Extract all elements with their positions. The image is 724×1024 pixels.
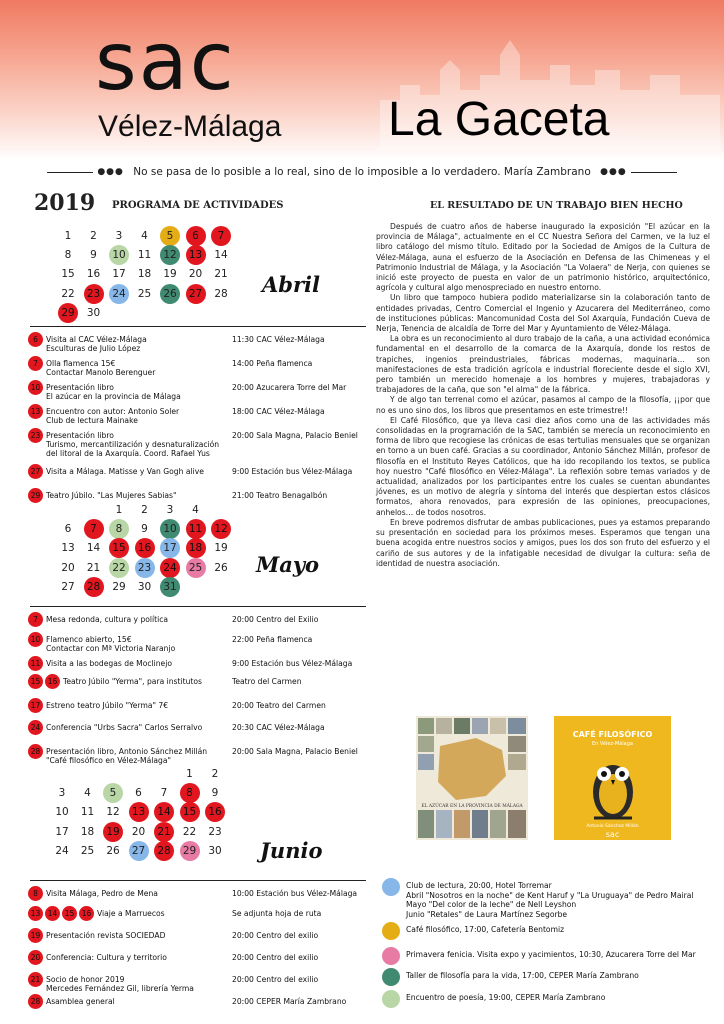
calendar-day: 4: [84, 787, 91, 800]
event-place: Teatro del Carmen: [232, 677, 302, 686]
calendar-day: 21: [154, 822, 174, 842]
event-date-badge: 29: [28, 488, 43, 503]
calendar-day: 18: [137, 268, 152, 281]
event-date-badge: 10: [28, 380, 43, 395]
event-title: Olla flamenca 15€ Contactar Manolo Berenguer: [46, 359, 156, 377]
calendar-day: 11: [137, 249, 152, 262]
calendar-day: 30: [208, 844, 222, 857]
event-title: Presentación libro El azúcar en la provincia de Málaga: [46, 383, 181, 401]
event-place: 20:00 CEPER María Zambrano: [232, 997, 347, 1006]
calendar-day: 1: [115, 504, 123, 516]
calendar-day: 4: [192, 504, 199, 516]
divider-line: [30, 606, 366, 607]
calendar-day: 17: [160, 538, 180, 558]
calendar-day: 12: [160, 245, 180, 265]
calendar-day: 18: [186, 538, 206, 558]
book-cover-cafe-filosofico: [554, 716, 671, 840]
calendar-day: 19: [163, 268, 177, 281]
event-title: Visita al CAC Vélez-Málaga Esculturas de Julio López: [46, 335, 147, 353]
calendar-day: 27: [129, 841, 149, 861]
event-place: 20:00 Teatro del Carmen: [232, 701, 326, 710]
dots-icon: ●●●: [600, 167, 627, 177]
calendar-day: 17: [112, 268, 126, 281]
event-title: Encuentro con autor: Antonio Soler Club de lectura Mainake: [46, 407, 180, 425]
motto: [0, 166, 724, 178]
calendar-day: 25: [80, 844, 95, 857]
calendar-day: 8: [109, 519, 129, 539]
calendar-day: 24: [55, 844, 69, 857]
calendar-day: 24: [109, 284, 129, 304]
year-heading: 2019: [34, 190, 96, 216]
event-title: Presentación libro, Antonio Sánchez Millán "Café filosófico en Vélez-Málaga": [46, 747, 208, 765]
calendar-day: 31: [160, 577, 180, 597]
month-label-mayo: Mayo: [256, 552, 320, 577]
event-date-badge: 10: [28, 632, 43, 647]
calendar-day: 27: [61, 580, 75, 593]
calendar-day: 21: [214, 268, 228, 281]
divider-line: [30, 880, 366, 881]
calendar-day: 12: [211, 519, 231, 539]
calendar-day: 29: [180, 841, 200, 861]
calendar-day: 26: [214, 561, 228, 574]
article-title: EL RESULTADO DE UN TRABAJO BIEN HECHO: [430, 200, 683, 211]
calendar-day: 27: [186, 284, 206, 304]
event-title: Teatro Júbilo "Yerma", para institutos: [63, 677, 202, 686]
calendar-day: 8: [64, 249, 72, 262]
calendar-day: 13: [129, 802, 149, 822]
calendar-day: 22: [61, 287, 75, 300]
divider-line: [47, 172, 93, 173]
event-date-badge: 19: [28, 928, 43, 943]
event-place: 14:00 Peña flamenca: [232, 359, 313, 368]
calendar-day: 14: [154, 802, 174, 822]
event-date-badge: 15: [62, 906, 77, 921]
legend-text: Encuentro de poesía, 19:00, CEPER María Zambrano: [406, 993, 606, 1002]
book1-caption: EL AZÚCAR EN LA PROVINCIA DE MÁLAGA: [421, 804, 523, 809]
calendar-day: 15: [180, 802, 200, 822]
calendar-day: 3: [115, 230, 123, 242]
legend-color-dot: [382, 878, 400, 896]
event-place: 20:00 Centro del exilio: [232, 953, 319, 962]
calendar-day: 9: [141, 523, 148, 536]
calendar-day: 19: [103, 822, 123, 842]
city-name: Vélez-Málaga: [98, 110, 282, 143]
event-date-badge: 28: [28, 994, 43, 1009]
event-date-badge: 17: [28, 698, 43, 713]
month-label-abril: Abril: [262, 272, 320, 297]
calendar-day: 16: [135, 538, 155, 558]
event-title: Teatro Júbilo. "Las Mujeres Sabias": [46, 491, 177, 500]
calendar-day: 6: [64, 523, 72, 536]
article-paragraph: Y de algo tan terrenal como el azúcar, pasamos al campo de la filosofía, ¡¡por que no es uno sino dos, los libros que presentamos en este trimestre!!: [376, 395, 710, 415]
event-date-badge: 6: [28, 332, 43, 347]
event-date-badge: 7: [28, 356, 43, 371]
book2-subtitle: En Vélez-Málaga: [592, 741, 633, 747]
legend-text: Taller de filosofía para la vida, 17:00, CEPER María Zambrano: [406, 971, 639, 980]
calendar-day: 2: [90, 230, 97, 242]
event-title: Presentación libro Turismo, mercantilización y desnaturalización del litoral de la Axarquía. Coord. Rafael Yus: [46, 431, 220, 458]
legend-text: Primavera fenicia. Visita expo y yacimientos, 10:30, Azucarera Torre del Mar: [406, 950, 696, 959]
legend-color-dot: [382, 947, 400, 965]
event-title: Visita a Málaga. Matisse y Van Gogh alive: [46, 467, 204, 476]
event-date-badge: 7: [28, 612, 43, 627]
header-banner: [0, 0, 724, 160]
calendar-day: 25: [137, 287, 152, 300]
calendar-day: 20: [188, 268, 203, 281]
event-date-badge: 8: [28, 886, 43, 901]
calendar-day: 4: [141, 230, 148, 242]
calendar-day: 28: [84, 577, 104, 597]
calendar-day: 23: [84, 284, 104, 304]
calendar-day: 20: [131, 825, 146, 838]
event-date-badge: 28: [28, 744, 43, 759]
calendar-day: 20: [61, 561, 75, 574]
event-place: 22:00 Peña flamenca: [232, 635, 313, 644]
newsletter-title: La Gaceta: [388, 93, 610, 146]
book-cover-azucar: [416, 716, 528, 840]
motto-text: No se pasa de lo posible a lo real, sino de lo imposible a lo verdadero. María Zambrano: [133, 166, 591, 178]
calendar-day: 29: [58, 303, 78, 323]
event-date-badge: 21: [28, 972, 43, 987]
article-paragraph: Después de cuatro años de haberse inaugurado la exposición "El azúcar en la provincia de Málaga", actualmente en el CC Nuestra Señora del Carmen, ve la luz el libro catálogo del mismo título. Editado por la Sociedad de Amigos de la Cultura de Vélez-Málaga, auna el esfuerzo de la Asociación en Defensa de las Chimeneas y el Patrimonio Industrial de Málaga, y la Asociación "La Volaera" de Nerja, con quienes se inició este proyecto de puesta en valor de un patrimonio histórico, arquitectónico, agrícola y cultural algo menospreciado en nuestro entorno.: [376, 222, 710, 293]
article-paragraph: Un libro que tampoco hubiera podido materializarse sin la colaboración tanto de entidades privadas, Centro Comercial el Ingenio y Azucarera del Mediterráneo, como de instituciones públicas: Mancomunidad Costa del Sol Axarquía, Fundación Cueva de Nerja, Tenencia de alcaldía de Torre del Mar y Ayuntamiento de Vélez-Málaga.: [376, 293, 710, 334]
event-title: Visita Málaga, Pedro de Mena: [46, 889, 158, 898]
event-date-badge: 15: [28, 674, 43, 689]
calendar-day: 29: [112, 580, 126, 593]
calendar-day: 10: [109, 245, 129, 265]
calendar-day: 14: [86, 542, 101, 555]
event-date-badge: 27: [28, 464, 43, 479]
event-title: Flamenco abierto, 15€ Contactar con Mª Victoria Naranjo: [46, 635, 176, 653]
calendar-day: 10: [55, 806, 69, 819]
calendar-day: 5: [103, 783, 123, 803]
event-title: Socio de honor 2019 Mercedes Fernández Gil, librería Yerma: [46, 975, 194, 993]
event-place: 18:00 CAC Vélez-Málaga: [232, 407, 325, 416]
calendar-day: 19: [214, 542, 228, 555]
event-place: Se adjunta hoja de ruta: [232, 909, 322, 918]
calendar-day: 13: [61, 542, 75, 555]
calendar-day: 26: [160, 284, 180, 304]
event-place: 10:00 Estación bus Vélez-Málaga: [232, 889, 358, 898]
legend-color-dot: [382, 922, 400, 940]
event-place: 9:00 Estación bus Vélez-Málaga: [232, 659, 353, 668]
article-body: [376, 222, 710, 569]
calendar-day: 7: [84, 519, 104, 539]
divider-line: [631, 172, 677, 173]
event-date-badge: 11: [28, 656, 43, 671]
calendar-day: 13: [186, 245, 206, 265]
event-date-badge: 13: [28, 404, 43, 419]
calendar-day: 30: [86, 306, 101, 319]
calendar-day: 1: [64, 230, 72, 242]
calendar-day: 18: [80, 825, 95, 838]
event-date-badge: 24: [28, 720, 43, 735]
calendar-day: 14: [214, 249, 228, 262]
event-place: 20:30 CAC Vélez-Málaga: [232, 723, 325, 732]
calendar-day: 6: [135, 787, 142, 800]
event-title: Asamblea general: [46, 997, 115, 1006]
program-heading: PROGRAMA DE ACTIVIDADES: [112, 200, 284, 211]
book2-title: CAFÉ FILOSÓFICO: [572, 730, 653, 739]
calendar-day: 11: [80, 806, 95, 819]
calendar-day: 6: [186, 226, 206, 246]
calendar-day: 9: [90, 249, 97, 262]
calendar-day: 9: [211, 787, 219, 800]
article-paragraph: En breve podremos disfrutar de ambas publicaciones, pues ya estamos preparando su presentación en sociedad para los próximos meses. Esperamos que tengan una buena acogida entre nuestros socios y amigos, pues los dos son fruto del esfuerzo y el cariño de sus autores y de la infatigable necesidad de divulgar la cultura: seña de identidad de nuestra asociación.: [376, 517, 710, 568]
event-place: 20:00 Centro del exilio: [232, 975, 319, 984]
calendar-day: 26: [106, 844, 120, 857]
event-place: 20:00 Centro del Exilio: [232, 615, 319, 624]
calendar-day: 5: [160, 226, 180, 246]
calendar-day: 21: [86, 561, 101, 574]
calendar-day: 15: [109, 538, 129, 558]
event-date-badge: 14: [45, 906, 60, 921]
event-date-badge: 16: [45, 674, 60, 689]
book2-logo: sac: [605, 830, 620, 839]
calendar-day: 11: [186, 519, 206, 539]
event-place: 11:30 CAC Vélez-Málaga: [232, 335, 325, 344]
azucar-collage-image: [416, 716, 528, 840]
calendar-day: 2: [141, 504, 148, 516]
calendar-day: 23: [135, 558, 155, 578]
event-date-badge: 13: [28, 906, 43, 921]
event-date-badge: 20: [28, 950, 43, 965]
event-place: 20:00 Sala Magna, Palacio Beniel: [232, 747, 358, 756]
event-title: Conferencia "Urbs Sacra" Carlos Serralvo: [46, 723, 203, 732]
event-date-badge: 23: [28, 428, 43, 443]
article-paragraph: La obra es un reconocimiento al duro trabajo de la caña, a una actividad económica fundamental en el desarrollo de la comarca de la Axarquía, donde los restos de trapiches, ingenios preindustriales, fábricas modernas, maquinaria… son manifestaciones de esta tradición agrícola e industrial floreciente desde el siglo XVI, pero también un merecido homenaje a los hombres y mujeres, trabajadoras y trabajadores de la caña, que son "el alma" de la fábrica.: [376, 334, 710, 395]
event-place: 9:00 Estación bus Vélez-Málaga: [232, 467, 353, 476]
calendar-day: 22: [109, 558, 129, 578]
dots-icon: ●●●: [97, 167, 124, 177]
calendar-day: 2: [211, 768, 219, 780]
event-place: 21:00 Teatro Benagalbón: [232, 491, 328, 500]
legend-color-dot: [382, 990, 400, 1008]
calendar-day: 24: [160, 558, 180, 578]
month-label-junio: Junio: [260, 838, 323, 863]
event-title: Viaje a Marruecos: [97, 909, 165, 918]
calendar-day: 28: [214, 287, 228, 300]
calendar-day: 10: [160, 519, 180, 539]
calendar-day: 3: [58, 787, 66, 800]
article-paragraph: El Café Filosófico, que ya lleva casi diez años como una de las actividades más consolidadas en la programación de la SAC, también se merecía un reconocimiento en forma de libro que recogiese las crónicas de esas tertulias mensuales que se organizan en torno a un buen café. Gracias a su coordinador, Antonio Sánchez Millán, profesor de filosofía en el Instituto Reyes Católicos, que ha ido recopilando los textos, se publica hoy nuestro "Café filosófico en Vélez-Málaga". La reflexión sobre temas variados y de actualidad, analizados por los participantes entre los cuales se cuentan abundantes jóvenes, es un motivo de alegría y síntoma del interés que despiertan estos clásicos formatos, ahora renovados, para expresión de las opiniones, preocupaciones, anhelos… de todos nosotros.: [376, 415, 710, 517]
calendar-day: 30: [137, 580, 152, 593]
sac-logo: sac: [95, 15, 236, 108]
owl-illustration: [584, 752, 642, 822]
event-place: 20:00 Centro del exilio: [232, 931, 319, 940]
event-date-badge: 16: [79, 906, 94, 921]
calendar-day: 25: [186, 558, 206, 578]
calendar-day: 1: [186, 768, 193, 780]
legend-text: Club de lectura, 20:00, Hotel Torremar Abril "Nosotros en la noche" de Kent Haruf y "La Uruguaya" de Pedro Mairal Mayo "Del color de la leche" de Nell Leyshon Junio "Retales" de Laura Martínez Segorbe: [406, 881, 694, 919]
event-title: Presentación revista SOCIEDAD: [46, 931, 166, 940]
event-title: Mesa redonda, cultura y política: [46, 615, 169, 624]
event-place: 20:00 Azucarera Torre del Mar: [232, 383, 347, 392]
calendar-day: 3: [166, 504, 174, 516]
legend-text: Café filosófico, 17:00, Cafetería Bentomiz: [406, 925, 565, 934]
calendar-day: 23: [208, 825, 222, 838]
legend-color-dot: [382, 968, 400, 986]
calendar-day: 17: [55, 825, 69, 838]
calendar-day: 28: [154, 841, 174, 861]
calendar-day: 7: [160, 787, 168, 800]
calendar-day: 16: [205, 802, 225, 822]
book2-author: Antonio Sánchez Millán: [586, 824, 639, 829]
calendar-day: 8: [180, 783, 200, 803]
calendar-day: 22: [182, 825, 197, 838]
event-title: Visita a las bodegas de Moclinejo: [46, 659, 172, 668]
event-title: Estreno teatro Júbilo "Yerma" 7€: [46, 701, 169, 710]
calendar-day: 15: [61, 268, 75, 281]
event-place: 20:00 Sala Magna, Palacio Beniel: [232, 431, 358, 440]
calendar-day: 12: [106, 806, 120, 819]
event-title: Conferencia: Cultura y territorio: [46, 953, 167, 962]
calendar-day: 16: [86, 268, 101, 281]
calendar-day: 7: [211, 226, 231, 246]
divider-line: [30, 326, 366, 327]
